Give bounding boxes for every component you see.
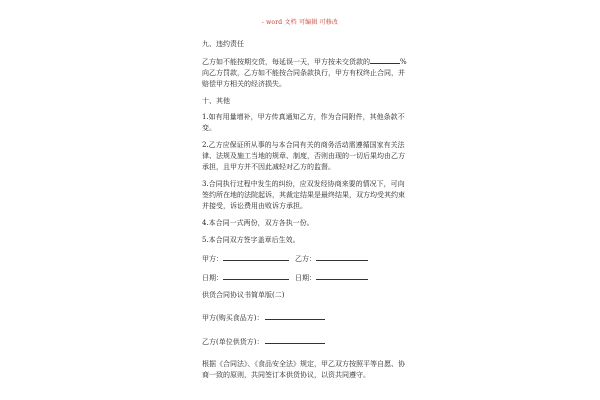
paragraph-line: 承担，且甲方并不因此减轻对乙方的监督。 (202, 163, 335, 171)
paragraph-line: 变。 (202, 124, 216, 132)
paragraph-line: 并接受，诉讼费用由败诉方承担。 (202, 202, 307, 210)
buyer-name-blank[interactable] (265, 311, 325, 320)
paragraph-line: 向乙方罚款，乙方如不能按合同条款执行，甲方有权终止合同，并 (202, 69, 405, 77)
date-a-label: 日期： (202, 274, 223, 282)
party-a-signature-blank[interactable] (223, 252, 289, 261)
section-10-heading: 十、其他 (202, 97, 230, 105)
signature-row-dates (202, 271, 412, 284)
clause-4 (202, 218, 412, 229)
template-2-title: 供货合同协议书简单版(二) (202, 291, 285, 299)
clause-1 (202, 112, 412, 134)
buyer-party-row (202, 311, 412, 324)
buyer-label: 甲方(购买食品方)： (202, 314, 264, 322)
line-text: 乙方如不能按期交货，每延误一天，甲方按未交货款的 (202, 58, 370, 66)
paragraph-line: 4.本合同一式两份，双方各执一份。 (202, 219, 314, 227)
supplier-label: 乙方(单位供货方)： (202, 338, 264, 346)
paragraph-line: 赔偿甲方相关的经济损失。 (202, 80, 286, 88)
clause-2 (202, 140, 412, 173)
document-body (202, 39, 412, 387)
breach-paragraph (202, 55, 412, 90)
intro-paragraph (202, 359, 412, 381)
paragraph-line: 商一致的原则，共同签订本供货协议，以资共同遵守。 (202, 371, 370, 379)
paragraph-line: 1.如有用量增补，甲方传真通知乙方，作为合同附件，其他条款不 (202, 113, 405, 121)
date-b-label: 日期： (295, 274, 316, 282)
date-a-blank[interactable] (223, 271, 289, 280)
paragraph-line (202, 55, 412, 68)
paragraph-line: 签约所在地的法院起诉，其裁定结果是最终结果，双方均受其约束 (202, 191, 405, 199)
section-9-heading: 九、违约责任 (202, 40, 244, 48)
penalty-rate-blank[interactable] (370, 55, 400, 64)
clause-3 (202, 179, 412, 212)
paragraph-line: 根据《合同法》、《食品安全法》规定，甲乙双方按照平等自愿、协 (202, 360, 405, 368)
paragraph-line: 5.本合同双方签字盖章后生效。 (202, 236, 300, 244)
party-b-signature-blank[interactable] (316, 252, 368, 261)
supplier-party-row (202, 335, 412, 348)
party-a-label: 甲方： (202, 255, 223, 263)
date-b-blank[interactable] (316, 271, 368, 280)
percent-sign: % (400, 58, 407, 66)
signature-row-parties (202, 252, 412, 265)
clause-5 (202, 235, 412, 246)
supplier-name-blank[interactable] (265, 335, 325, 344)
paragraph-line: 3.合同执行过程中发生的纠纷，应双发经协商来要的情况下，可向 (202, 180, 405, 188)
party-b-label: 乙方： (295, 255, 316, 263)
paragraph-line: 律、法规及施工当地的规章、制度，否则由现的一切后果均由乙方 (202, 152, 405, 160)
document-header: - word 文档 可编辑 可修改 (261, 19, 339, 26)
paragraph-line: 2.乙方应保证所从事的与本合同有关的商务活动需遵循国家有关法 (202, 141, 405, 149)
